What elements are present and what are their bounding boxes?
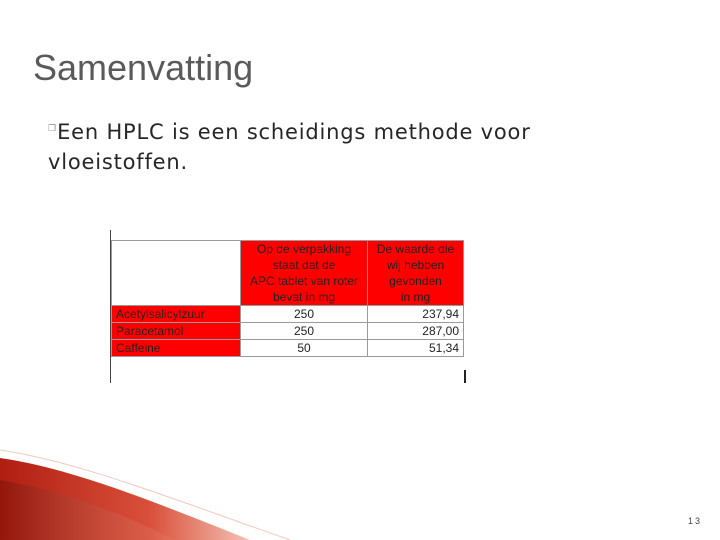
- header2-line: gevonden: [389, 274, 442, 288]
- table-header-row: [112, 241, 464, 306]
- header2-line: in mg: [400, 290, 431, 304]
- row-label-value: 250: [241, 323, 368, 340]
- table-right-marker: [464, 370, 466, 383]
- bullet-marker-icon: ❒: [48, 124, 57, 134]
- header1-line: APC tablet van roter: [249, 274, 359, 288]
- header-label-value: [241, 241, 368, 306]
- header2-line: wij hebben: [386, 258, 445, 272]
- results-table-image: [110, 230, 470, 385]
- row-found-value: 51,34: [368, 340, 464, 357]
- slide-title: Samenvatting: [33, 47, 254, 88]
- results-table: [111, 240, 464, 357]
- row-label-value: 50: [241, 340, 368, 357]
- table-row: [112, 340, 464, 357]
- row-label-value: 250: [241, 306, 368, 323]
- table-row: [112, 306, 464, 323]
- table-row: [112, 323, 464, 340]
- header2-line: De waarde die: [376, 242, 455, 256]
- row-found-value: 237,94: [368, 306, 464, 323]
- header1-line: staat dat de: [272, 258, 336, 272]
- row-name: Caffeine: [112, 340, 241, 357]
- slide-number: 13: [688, 516, 703, 526]
- header-found-value: [368, 241, 464, 306]
- header1-line: bevat in mg: [272, 290, 336, 304]
- table-corner-cell: [112, 241, 241, 306]
- row-found-value: 287,00: [368, 323, 464, 340]
- header1-line: Op de verpakking: [256, 242, 352, 256]
- bullet-item: [48, 114, 648, 177]
- bullet-text-line1: Een HPLC is een scheidings methode voor: [57, 120, 531, 144]
- row-name: Acetylsalicylzuur: [112, 306, 241, 323]
- row-name: Paracetamol: [112, 323, 241, 340]
- bullet-text-line2: vloeistoffen.: [48, 150, 188, 174]
- decorative-corner-swoosh: [0, 440, 300, 540]
